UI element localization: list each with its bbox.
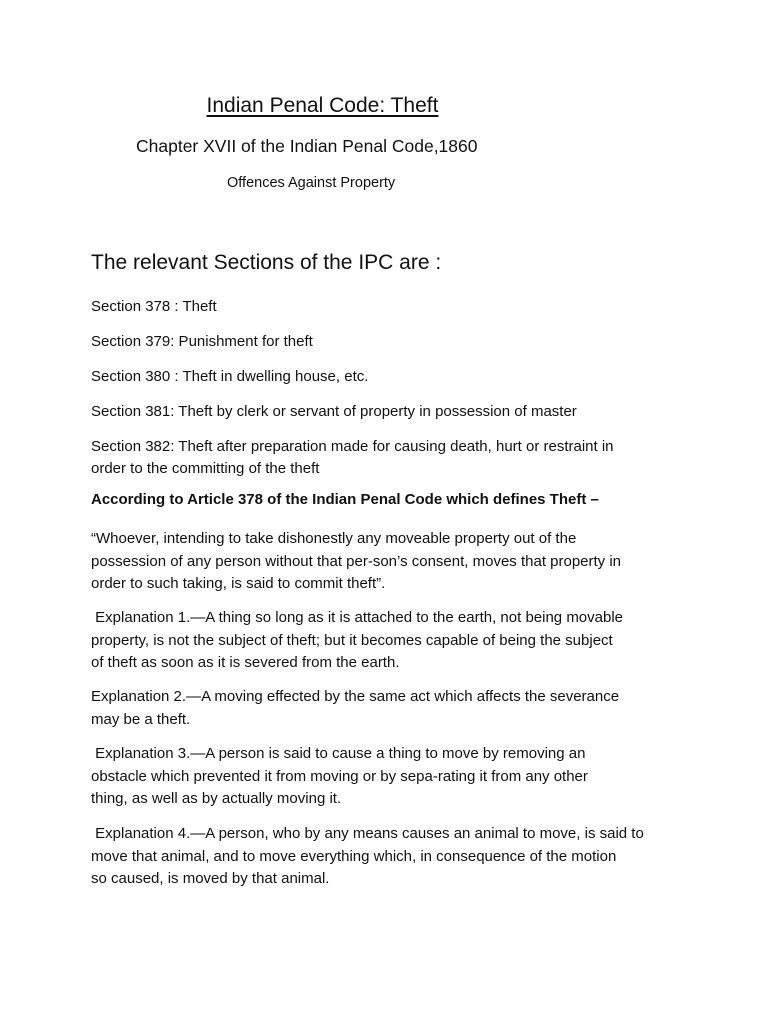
section-382-continued: order to the committing of the theft <box>91 460 320 477</box>
explanation-4 <box>91 823 691 891</box>
explanation-line: move that animal, and to move everything which, in consequence of the motion <box>91 847 617 865</box>
explanation-line: Explanation 2.—A moving effected by the same act which affects the severance <box>91 688 620 705</box>
explanation-2 <box>91 686 691 731</box>
definition-line: possession of any person without that per-son’s consent, moves that property in <box>91 552 622 570</box>
sections-heading: The relevant Sections of the IPC are : <box>91 251 442 274</box>
definition-line: “Whoever, intending to take dishonestly any moveable property out of the <box>91 530 577 547</box>
definition-heading: According to Article 378 of the Indian Penal Code which defines Theft – <box>91 491 599 508</box>
explanation-3 <box>91 743 691 811</box>
section-381: Section 381: Theft by clerk or servant of property in possession of master <box>91 403 577 420</box>
explanation-line: may be a theft. <box>91 710 191 728</box>
explanation-line: Explanation 1.—A thing so long as it is attached to the earth, not being movable <box>91 609 624 626</box>
explanation-line: Explanation 4.—A person, who by any means causes an animal to move, is said to <box>91 825 644 842</box>
definition-paragraph <box>91 528 691 596</box>
explanation-line: Explanation 3.—A person is said to cause a thing to move by removing an <box>91 745 586 762</box>
explanation-line: obstacle which prevented it from moving or by sepa-rating it from any other <box>91 767 588 785</box>
explanation-line: thing, as well as by actually moving it. <box>91 790 342 807</box>
section-379: Section 379: Punishment for theft <box>91 333 313 350</box>
section-378: Section 378 : Theft <box>91 298 217 315</box>
explanation-line: so caused, is moved by that animal. <box>91 870 330 887</box>
explanation-1 <box>91 607 691 675</box>
definition-line: order to such taking, is said to commit theft”. <box>91 575 386 592</box>
section-380: Section 380 : Theft in dwelling house, etc. <box>91 368 369 385</box>
explanation-line: property, is not the subject of theft; but it becomes capable of being the subject <box>91 631 613 649</box>
explanation-line: of theft as soon as it is severed from the earth. <box>91 654 400 671</box>
section-382: Section 382: Theft after preparation made for causing death, hurt or restraint in <box>91 438 614 455</box>
chapter-heading: Chapter XVII of the Indian Penal Code,1860 <box>136 136 478 156</box>
document-title: Indian Penal Code: Theft <box>206 94 439 117</box>
subtitle: Offences Against Property <box>227 175 396 191</box>
